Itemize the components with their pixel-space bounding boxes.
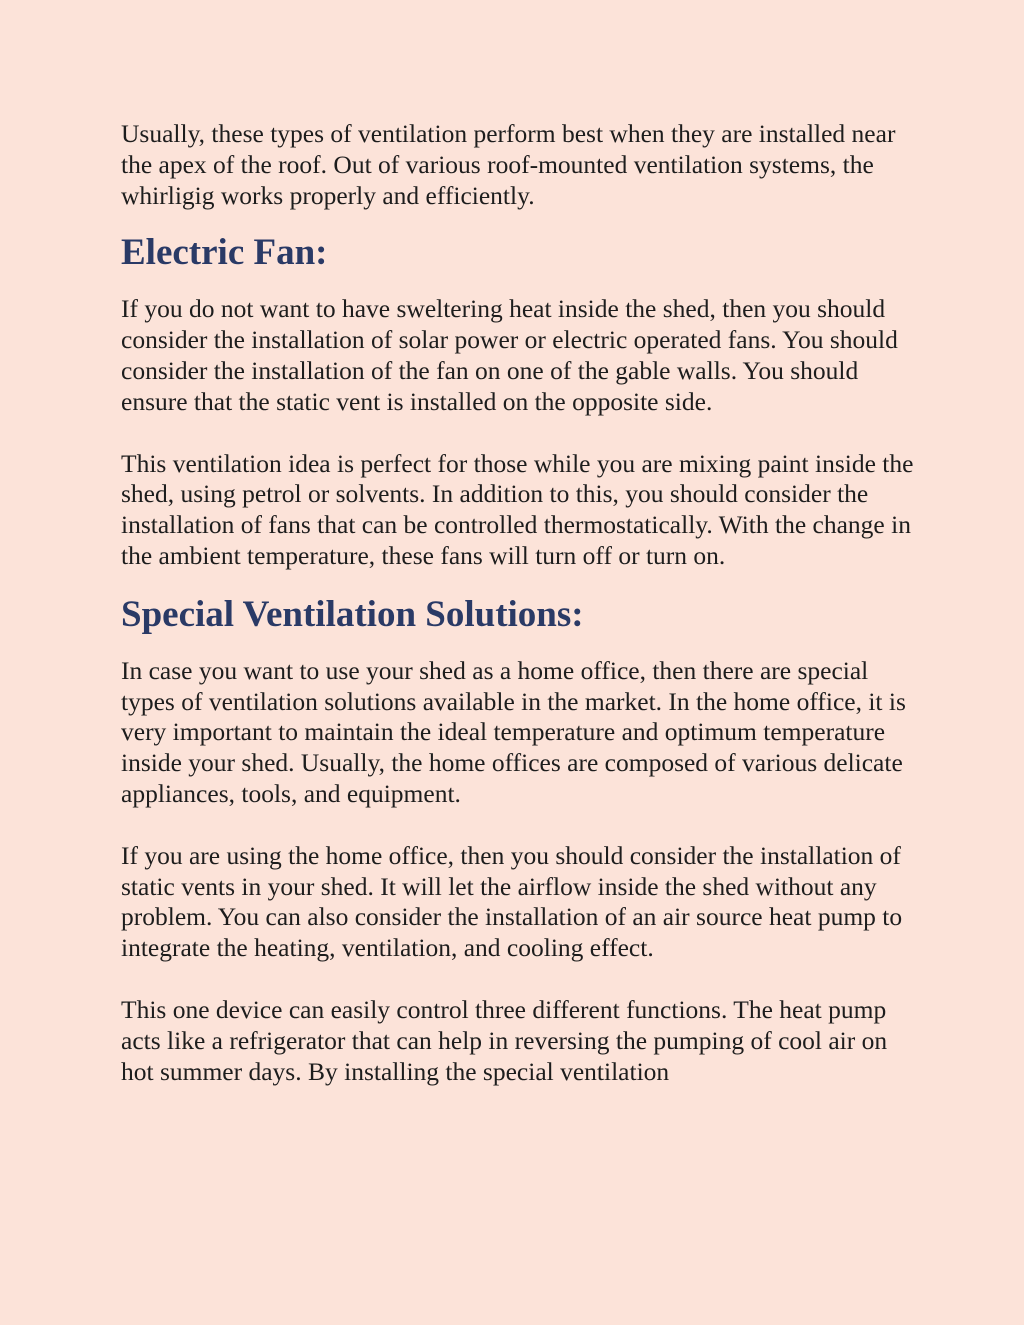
paragraph-static-vents: If you are using the home office, then you should consider the installation of static vents in your shed. It will let the airflow inside the shed without any problem. You can also consider the installation of an air source heat pump to integrate the heating, ventilation, and cooling effect.: [121, 840, 903, 963]
paragraph-electric-fan-installation: If you do not want to have sweltering heat inside the shed, then you should consider the installation of solar power or electric operated fans. You should consider the installation of the fan on one of the gable walls. You should ensure that the static vent is installed on the opposite side.: [121, 294, 898, 416]
paragraph-roof-ventilation: Usually, these types of ventilation perform best when they are installed near the apex of the roof. Out of various roof-mounted ventilation systems, the whirligig works properly and efficiently.: [121, 119, 896, 210]
heading-special-ventilation: Special Ventilation Solutions:: [121, 593, 584, 635]
paragraph-home-office: In case you want to use your shed as a home office, then there are special types of ventilation solutions available in the market. In the home office, it is very important to maintain the ideal temperature and optimum temperature inside your shed. Usually, the home offices are composed of various delicate appliances, tools, and equipment.: [121, 655, 906, 808]
paragraph-heat-pump: This one device can easily control three different functions. The heat pump acts like a refrigerator that can help in reversing the pumping of cool air on hot summer days. By installing the special ventilation: [121, 994, 888, 1086]
heading-electric-fan: Electric Fan:: [121, 232, 328, 274]
paragraph-thermostatic-fans: This ventilation idea is perfect for those while you are mixing paint inside the shed, using petrol or solvents. In addition to this, you should consider the installation of fans that can be controlled thermostatically. With the change in the ambient temperature, these fans will turn off or turn on.: [121, 448, 914, 570]
